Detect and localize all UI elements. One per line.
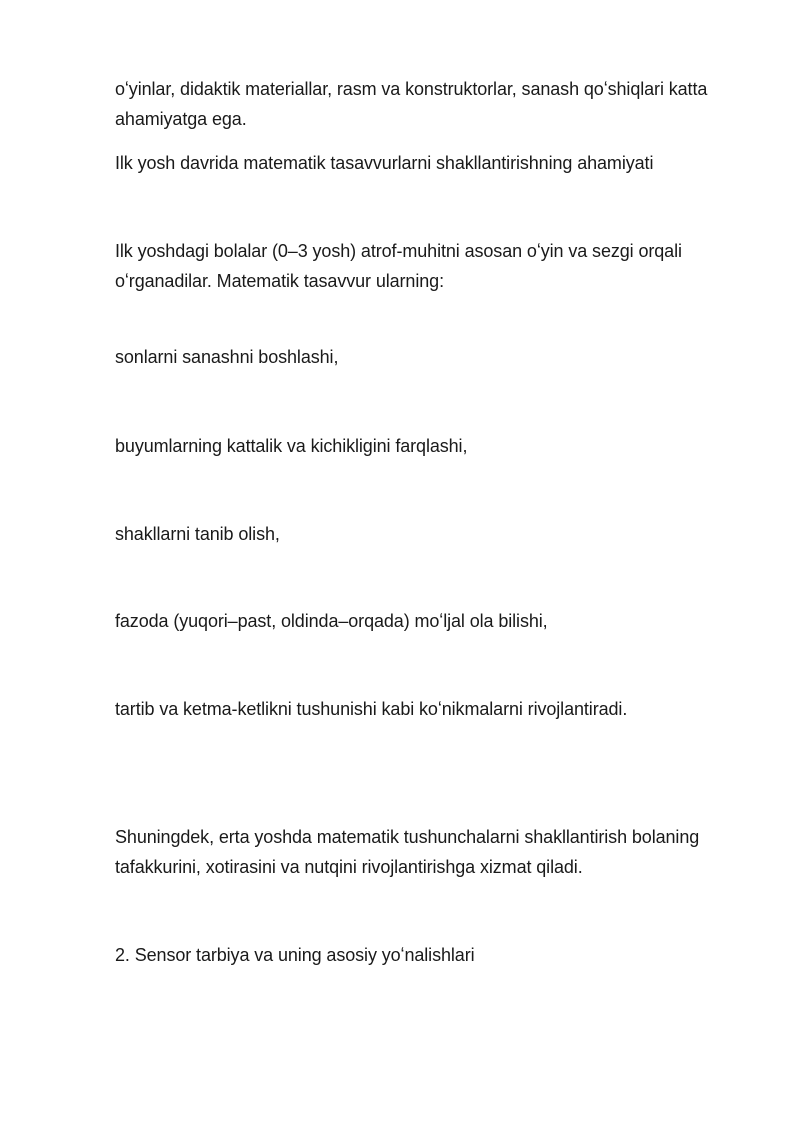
section-heading-importance: Ilk yosh davrida matematik tasavvurlarni shakllantirishning ahamiyati [115, 153, 654, 173]
list-item-shape-recognition: shakllarni tanib olish, [115, 524, 280, 544]
paragraph-intro-continuation: oʻyinlar, didaktik materiallar, rasm va konstruktorlar, sanash qoʻshiqlari katta ahamiyatga ega. [115, 79, 708, 129]
list-item-size-distinction: buyumlarning kattalik va kichikligini farqlashi, [115, 436, 468, 456]
paragraph-thinking-development: Shuningdek, erta yoshda matematik tushunchalarni shakllantirish bolaning tafakkurini, xotirasini va nutqini rivojlantirishga xizmat qiladi. [115, 827, 700, 877]
list-item-spatial-orientation: fazoda (yuqori–past, oldinda–orqada) moʻljal ola bilishi, [115, 611, 548, 631]
section-heading-sensor-education: 2. Sensor tarbiya va uning asosiy yoʻnalishlari [115, 945, 475, 965]
list-item-counting: sonlarni sanashni boshlashi, [115, 347, 339, 367]
paragraph-early-age-children: Ilk yoshdagi bolalar (0–3 yosh) atrof-muhitni asosan oʻyin va sezgi orqali oʻrganadilar. Matematik tasavvur ularning: [115, 241, 682, 291]
list-item-order-sequence: tartib va ketma-ketlikni tushunishi kabi koʻnikmalarni rivojlantiradi. [115, 699, 628, 719]
